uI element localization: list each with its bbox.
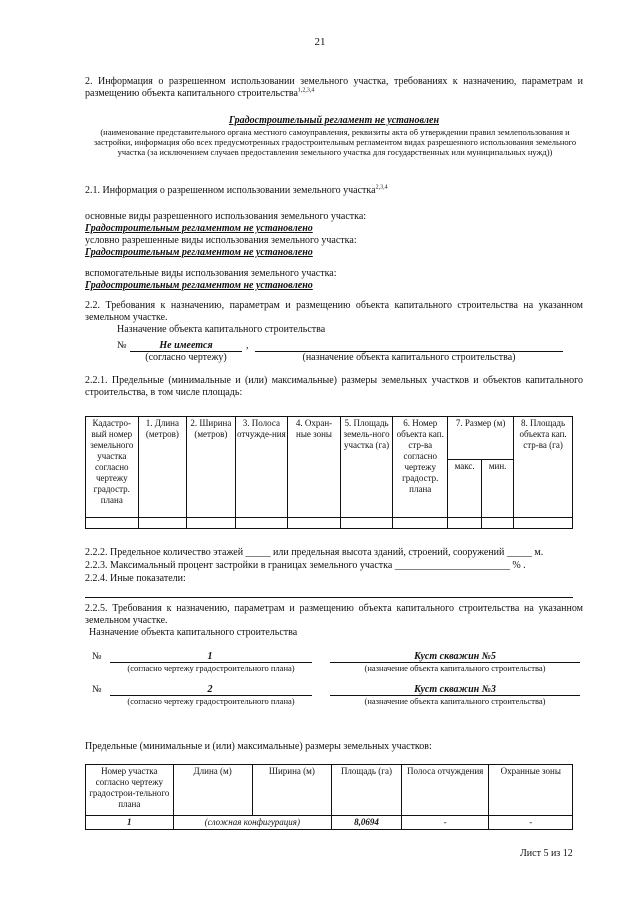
auxiliary-uses-value: Градостроительным регламентом не установлено: [85, 280, 313, 291]
table-cell: [514, 518, 573, 529]
section-2-2-2: 2.2.2. Предельное количество этажей _____ или предельная высота зданий, строений, сооружений _____ м.: [85, 547, 544, 558]
section-2-heading: [85, 76, 583, 100]
table-cell: [393, 518, 448, 529]
table2-header-width: Ширина (м): [252, 765, 331, 816]
section-2-2-caption-purpose: (назначение объекта капитального строительства): [302, 352, 516, 363]
table2-header-area: Площадь (га): [332, 765, 402, 816]
regulation-title: Градостроительный регламент не установлен: [228, 115, 440, 126]
table-cell: [448, 518, 482, 529]
main-uses-value: Градостроительным регламентом не установлено: [85, 223, 313, 234]
auxiliary-uses-label: вспомогательные виды использования земельного участка:: [85, 268, 337, 279]
table-header-zones: 4. Охран-ные зоны: [288, 417, 341, 518]
table-cell: [482, 518, 514, 529]
table-header-area: 5. Площадь земель-ного участка (га): [340, 417, 393, 518]
section-2-2-no-value: Не имеется: [159, 340, 213, 351]
table-header-object-number: 6. Номер объекта кап. стр-ва согласно чертежу градостр. плана: [393, 417, 448, 518]
sheet-footer: Лист 5 из 12: [520, 848, 573, 859]
other-indicators-line: [85, 597, 573, 598]
table-row: [86, 518, 573, 529]
table-header-cadastral: Кадастро-вый номер земельного участка согласно чертежу градостр. плана: [86, 417, 139, 518]
page-number: 21: [314, 36, 326, 48]
table2-cell-number: 1: [86, 816, 174, 830]
object-1-caption-purpose: (назначение объекта капитального строительства): [364, 663, 546, 673]
section-2-2-purpose: Назначение объекта капитального строительства: [117, 324, 326, 335]
section-2-2-5-purpose: Назначение объекта капитального строительства: [89, 627, 298, 638]
plot-size-table: [85, 764, 573, 830]
table2-cell-strip: -: [401, 816, 489, 830]
object-1-caption-plan: (согласно чертежу градостроительного плана): [127, 663, 295, 673]
table-cell: [86, 518, 139, 529]
table-row: [86, 816, 573, 830]
table2-header-length: Длина (м): [173, 765, 252, 816]
table-header-row: [86, 417, 573, 460]
table-header-max: макс.: [448, 460, 482, 518]
table-header-strip: 3. Полоса отчужде-ния: [235, 417, 288, 518]
table-header-row: [86, 765, 573, 816]
section-2-footnote: 1,2,3,4: [297, 87, 315, 94]
table-cell: [187, 518, 235, 529]
conditional-uses-value: Градостроительным регламентом не установлено: [85, 247, 313, 258]
object-1-name: Куст скважин №5: [414, 651, 496, 662]
table-header-object-area: 8. Площадь объекта кап. стр-ва (га): [514, 417, 573, 518]
object-2-number: 2: [207, 684, 213, 695]
section-2-1-footnote: 2,3,4: [375, 184, 388, 191]
section-2-text: 2. Информация о разрешенном использовании земельного участка, требованиях к назначению, параметрам и размещению объекта капитального строительства: [85, 76, 583, 99]
object-1-no-sign: №: [92, 651, 102, 662]
table2-header-strip: Полоса отчуждения: [401, 765, 489, 816]
conditional-uses-label: условно разрешенные виды использования земельного участка:: [85, 235, 357, 246]
object-size-table: [85, 416, 573, 529]
object-2-caption-plan: (согласно чертежу градостроительного плана): [127, 696, 295, 706]
section-2-1-text: 2.1. Информация о разрешенном использовании земельного участка: [85, 185, 376, 196]
regulation-caption: (наименование представительного органа местного самоуправления, реквизиты акта об утверждении правил землепользования и застройки, информация обо всех предусмотренных градостроительным регламентом видах разрешенного использования земельного участка (за исключением случаев предоставления земельного участка для государственных или муниципальных нужд)): [93, 127, 577, 157]
object-2-no-sign: №: [92, 684, 102, 695]
table-cell: [288, 518, 341, 529]
table2-header-zones: Охранные зоны: [489, 765, 573, 816]
section-2-2-1-heading: 2.2.1. Предельные (минимальные и (или) максимальные) размеры земельных участков и объектов капитального строительства, в том числе площадь:: [85, 375, 583, 398]
limits-title: Предельные (минимальные и (или) максимальные) размеры земельных участков:: [85, 741, 432, 752]
object-2-name: Куст скважин №3: [414, 684, 496, 695]
table-cell: [340, 518, 393, 529]
table-cell: [235, 518, 288, 529]
table2-header-number: Номер участка согласно чертежу градострои-тельного плана: [86, 765, 174, 816]
object-1-number: 1: [207, 651, 213, 662]
section-2-2-heading: 2.2. Требования к назначению, параметрам и размещению объекта капитального строительства на указанном земельном участке.: [85, 300, 583, 323]
main-uses-label: основные виды разрешенного использования земельного участка:: [85, 211, 367, 222]
table-header-min: мин.: [482, 460, 514, 518]
table2-cell-area: 8,0694: [332, 816, 402, 830]
table-header-size: 7. Размер (м): [448, 417, 514, 460]
object-2-caption-purpose: (назначение объекта капитального строительства): [364, 696, 546, 706]
section-2-2-comma: ,: [246, 340, 249, 351]
section-2-2-5-heading: 2.2.5. Требования к назначению, параметрам и размещению объекта капитального строительства на указанном земельном участке.: [85, 603, 583, 626]
section-2-2-caption-drawing: (согласно чертежу): [145, 352, 227, 363]
section-2-2-no-sign: №: [117, 340, 127, 351]
table2-cell-configuration: (сложная конфигурация): [173, 816, 331, 830]
table-header-width: 2. Ширина (метров): [187, 417, 235, 518]
section-2-2-4: 2.2.4. Иные показатели:: [85, 573, 186, 584]
table-header-length: 1. Длина (метров): [138, 417, 186, 518]
section-2-1-heading: [85, 185, 583, 197]
table-cell: [138, 518, 186, 529]
table2-cell-zones: -: [489, 816, 573, 830]
section-2-2-3: 2.2.3. Максимальный процент застройки в границах земельного участка _______________________ % .: [85, 560, 526, 571]
